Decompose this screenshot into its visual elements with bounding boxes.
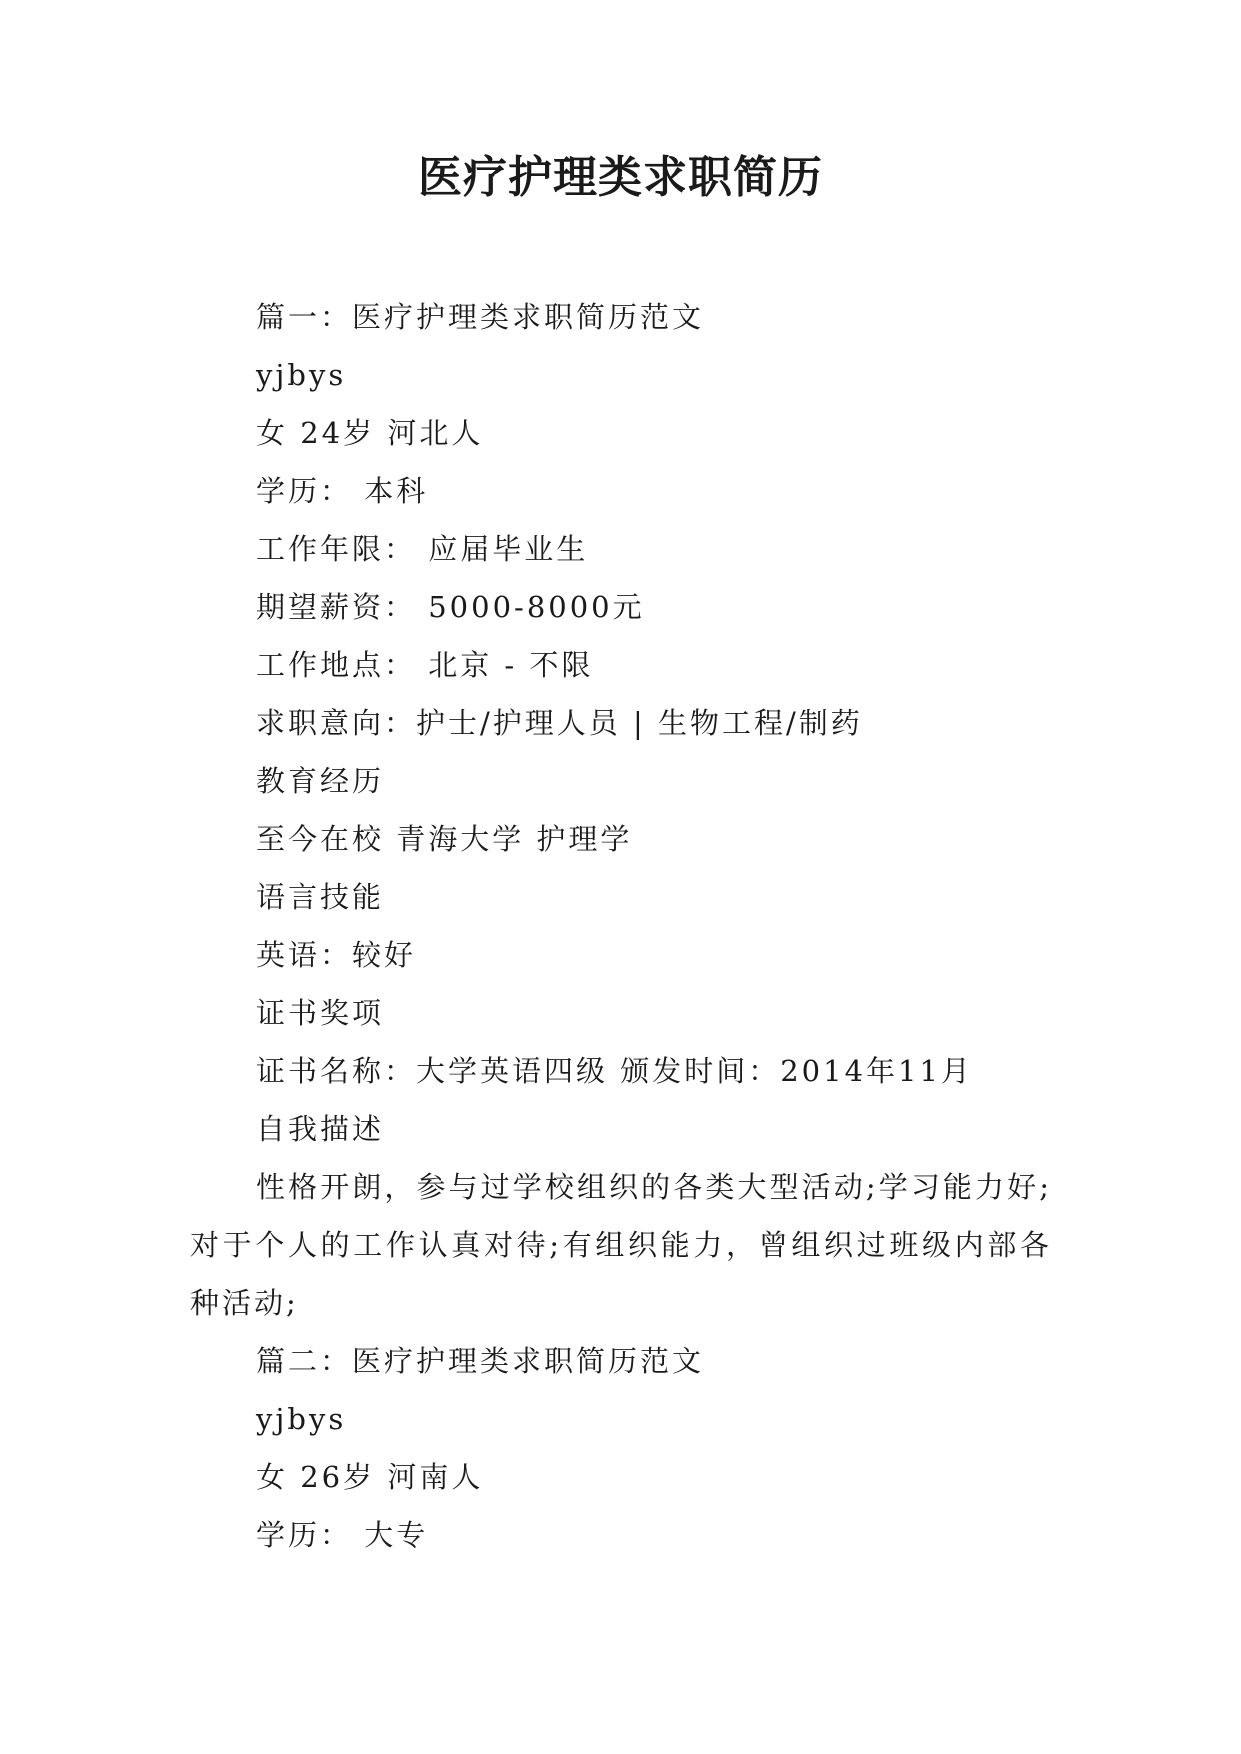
source-tag: yjbys <box>256 358 347 392</box>
source-tag-2: yjbys <box>256 1402 347 1436</box>
work-years: 工作年限： 应届毕业生 <box>256 532 589 566</box>
section-heading-2: 篇二：医疗护理类求职简历范文 <box>256 1344 705 1378</box>
document-title: 医疗护理类求职简历 <box>418 152 823 203</box>
job-intention: 求职意向：护士/护理人员 | 生物工程/制药 <box>256 706 863 740</box>
self-description-text: 性格开朗，参与过学校组织的各类大型活动;学习能力好;对于个人的工作认真对待;有组织能力，曾组织过班级内部各种活动; <box>190 1170 1052 1320</box>
personal-info: 女 24岁 河北人 <box>256 416 484 450</box>
education-heading: 教育经历 <box>256 764 385 798</box>
education-level-2: 学历： 大专 <box>256 1518 429 1552</box>
section-heading-1: 篇一：医疗护理类求职简历范文 <box>256 300 705 334</box>
language-entry: 英语：较好 <box>256 938 417 972</box>
education-entry: 至今在校 青海大学 护理学 <box>256 822 633 856</box>
self-description-heading: 自我描述 <box>256 1112 385 1146</box>
education-level: 学历： 本科 <box>256 474 429 508</box>
work-location: 工作地点： 北京 - 不限 <box>256 648 594 682</box>
document-body <box>190 288 1052 1564</box>
expected-salary: 期望薪资： 5000-8000元 <box>256 590 645 624</box>
language-heading: 语言技能 <box>256 880 385 914</box>
certificate-entry: 证书名称：大学英语四级 颁发时间：2014年11月 <box>256 1054 973 1088</box>
personal-info-2: 女 26岁 河南人 <box>256 1460 484 1494</box>
certificates-heading: 证书奖项 <box>256 996 385 1030</box>
